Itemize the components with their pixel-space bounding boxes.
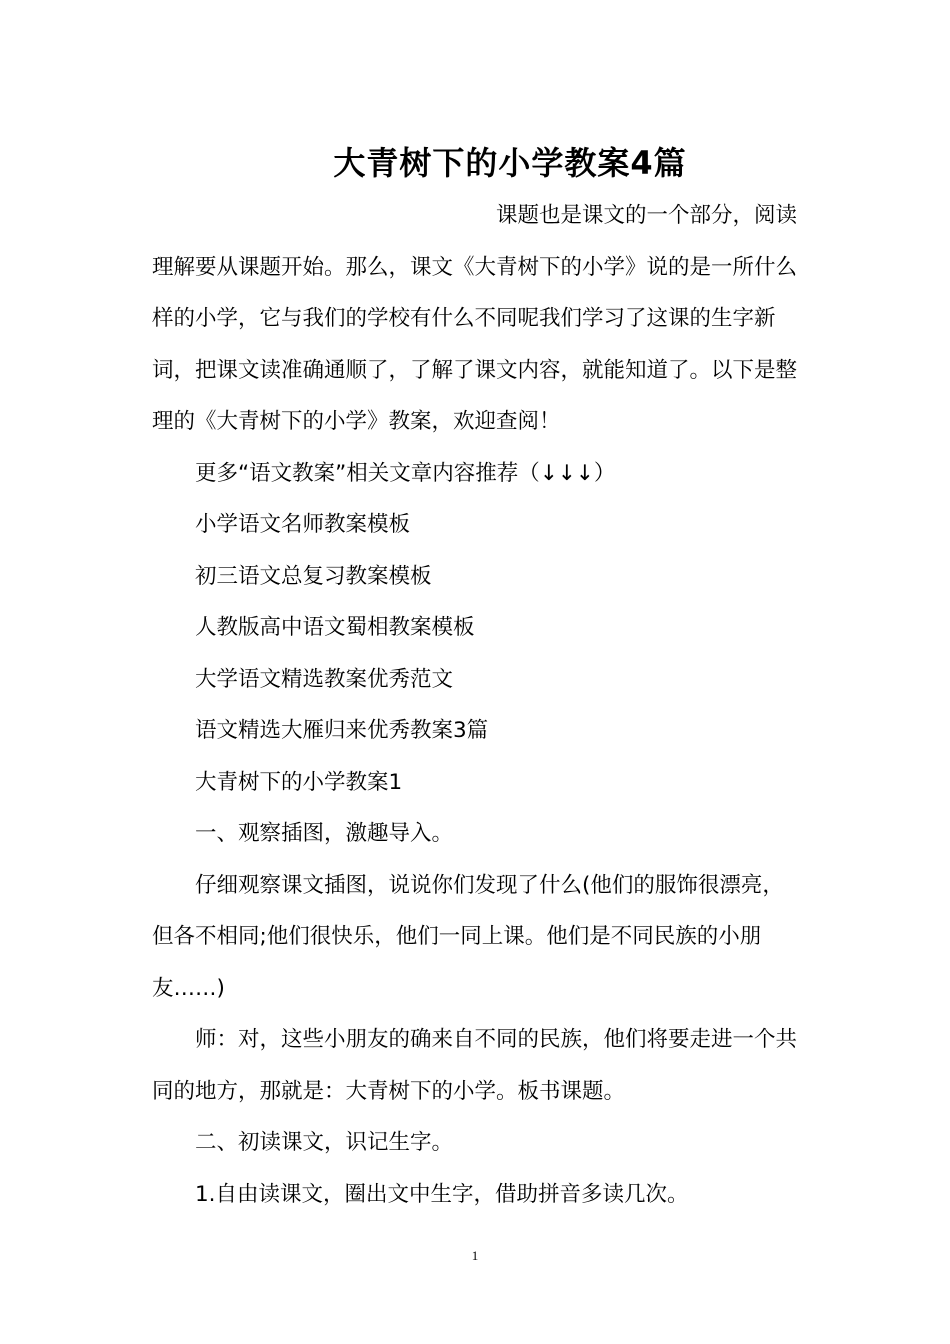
related-link-5[interactable]: 语文精选大雁归来优秀教案3篇 xyxy=(195,718,489,743)
document-title: 大青树下的小学教案4篇 xyxy=(333,144,687,183)
intro-paragraph: 课题也是课文的一个部分，阅读理解要从课题开始。那么，课文《大青树下的小学》说的是一所什么样的小学，它与我们的学校有什么不同呢我们学习了这课的生字新词，把课文读准确通顺了，了解了课文内容，就能知道了。以下是整理的《大青树下的小学》教案，欢迎查阅！ xyxy=(152,203,798,434)
step1-paragraph-1: 仔细观察课文插图，说说你们发现了什么(他们的服饰很漂亮，但各不相同;他们很快乐，他们一同上课。他们是不同民族的小朋友……) xyxy=(152,872,784,1001)
step1-title: 一、观察插图，激趣导入。 xyxy=(195,821,454,846)
step2-title: 二、初读课文，识记生字。 xyxy=(195,1130,454,1155)
section-title: 大青树下的小学教案1 xyxy=(195,769,403,795)
related-link-3[interactable]: 人教版高中语文蜀相教案模板 xyxy=(195,615,475,640)
document-body xyxy=(152,190,802,1220)
more-recommend-heading: 更多“语文教案”相关文章内容推荐（↓↓↓） xyxy=(195,460,616,486)
page-number: 1 xyxy=(471,1248,479,1263)
related-link-4[interactable]: 大学语文精选教案优秀范文 xyxy=(195,666,454,692)
related-link-2[interactable]: 初三语文总复习教案模板 xyxy=(195,563,432,589)
step2-item-1: 1.自由读课文，圈出文中生字，借助拼音多读几次。 xyxy=(195,1181,689,1207)
related-link-1[interactable]: 小学语文名师教案模板 xyxy=(195,512,411,537)
step1-paragraph-2: 师：对，这些小朋友的确来自不同的民族，他们将要走进一个共同的地方，那就是：大青树下的小学。板书课题。 xyxy=(152,1027,798,1104)
